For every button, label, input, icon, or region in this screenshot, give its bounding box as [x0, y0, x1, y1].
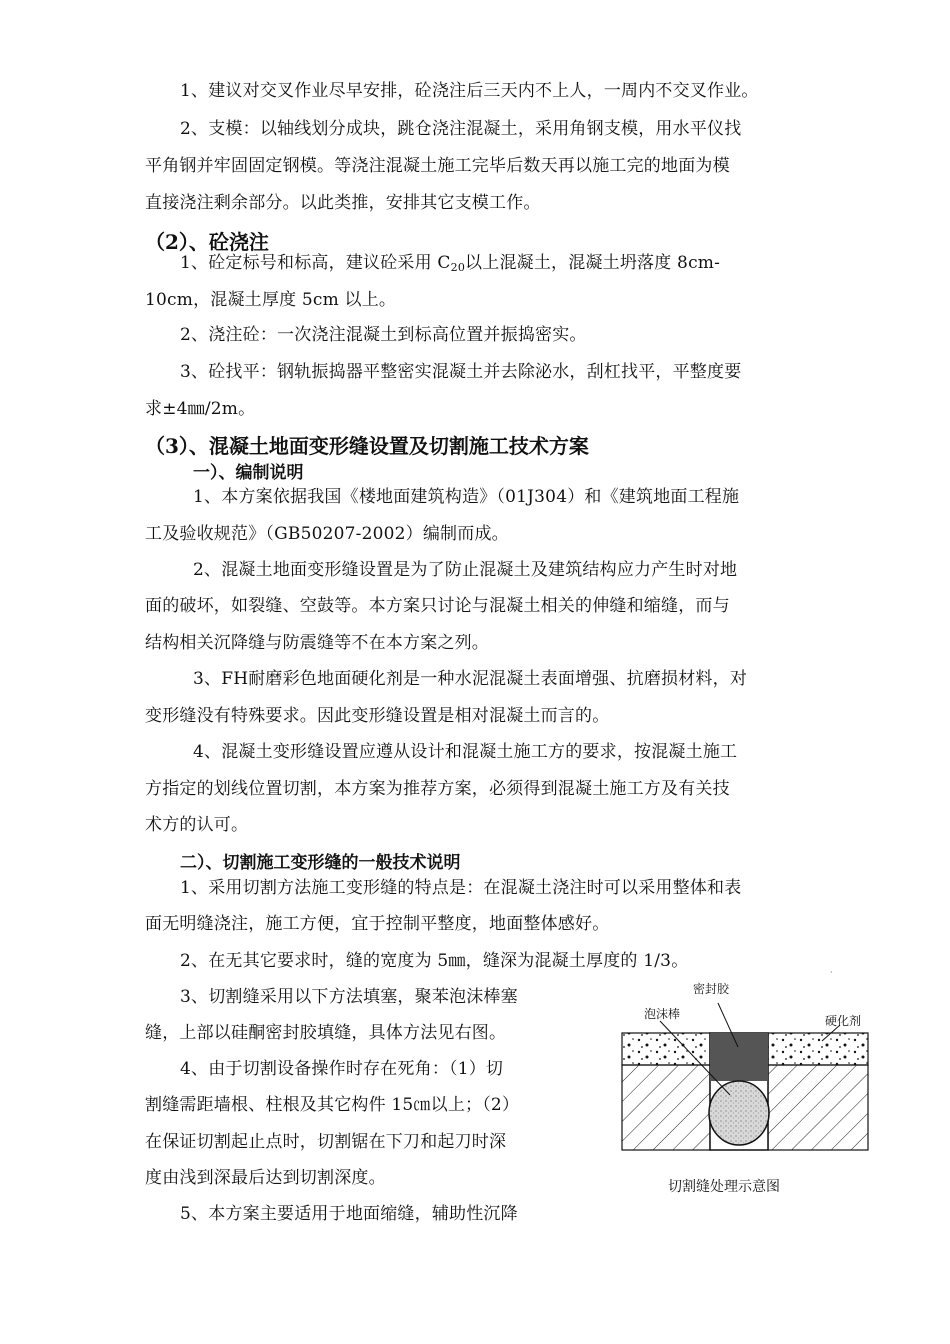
section-heading-pour: （2）、砼浇注 [145, 230, 269, 254]
paragraph-line: 变形缝没有特殊要求。因此变形缝设置是相对混凝土而言的。 [145, 706, 610, 726]
sealant-fill [710, 1033, 768, 1081]
paragraph-line: 缝，上部以硅酮密封胶填缝，具体方法见右图。 [145, 1023, 507, 1043]
paragraph-line: 10cm，混凝土厚度 5cm 以上。 [145, 290, 397, 310]
paragraph-line: 方指定的划线位置切割，本方案为推荐方案，必须得到混凝土施工方及有关技 [145, 779, 730, 799]
paragraph-line: 工及验收规范》（GB50207-2002）编制而成。 [145, 524, 509, 544]
text-part: 1、砼定标号和标高，建议砼采用 C [180, 253, 451, 273]
cut-joint-diagram [600, 965, 900, 1205]
paragraph-line: 1、采用切割方法施工变形缝的特点是：在混凝土浇注时可以采用整体和表 [180, 878, 742, 898]
paragraph-line: 2、混凝土地面变形缝设置是为了防止混凝土及建筑结构应力产生时对地 [193, 560, 738, 580]
paragraph-line: 面无明缝浇注，施工方便，宜于控制平整度，地面整体感好。 [145, 914, 610, 934]
paragraph-line: 4、由于切割设备操作时存在死角：（1）切 [180, 1059, 504, 1079]
subscript: 20 [450, 261, 466, 274]
paragraph-line: 1、建议对交叉作业尽早安排，砼浇注后三天内不上人，一周内不交叉作业。 [180, 81, 759, 101]
paragraph-line: 求±4㎜/2m。 [145, 399, 256, 419]
paragraph-line: 结构相关沉降缝与防震缝等不在本方案之列。 [145, 633, 489, 653]
paragraph-line: 3、砼找平：钢轨振捣器平整密实混凝土并去除泌水，刮杠找平，平整度要 [180, 362, 742, 382]
paragraph-line [180, 252, 720, 279]
paragraph-line: 5、本方案主要适用于地面缩缝，辅助性沉降 [180, 1204, 518, 1224]
paragraph-line: 3、FH耐磨彩色地面硬化剂是一种水泥混凝土表面增强、抗磨损材料，对 [193, 669, 748, 689]
paragraph-line: 平角钢并牢固固定钢模。等浇注混凝土施工完毕后数天再以施工完的地面为模 [145, 156, 730, 176]
svg-text:·: · [830, 968, 833, 977]
concrete-left [622, 1065, 710, 1150]
paragraph-line: 2、浇注砼：一次浇注混凝土到标高位置并振捣密实。 [180, 325, 587, 345]
paragraph-line: 直接浇注剩余部分。以此类推，安排其它支模工作。 [145, 193, 541, 213]
paragraph-line: 度由浅到深最后达到切割深度。 [145, 1168, 386, 1188]
paragraph-line: 面的破坏，如裂缝、空鼓等。本方案只讨论与混凝土相关的伸缝和缩缝，而与 [145, 596, 730, 616]
hardener-layer-right [768, 1033, 868, 1065]
paragraph-line: 2、在无其它要求时，缝的宽度为 5㎜，缝深为混凝土厚度的 1/3。 [180, 951, 689, 971]
paragraph-line: 3、切割缝采用以下方法填塞，聚苯泡沫棒塞 [180, 987, 518, 1007]
subsection-heading: 二）、切割施工变形缝的一般技术说明 [180, 853, 461, 873]
label-sealant: 密封胶 [693, 982, 730, 996]
label-hardener: 硬化剂 [825, 1014, 862, 1028]
paragraph-line: 4、混凝土变形缝设置应遵从设计和混凝土施工方的要求，按混凝土施工 [193, 742, 738, 762]
paragraph-line: 1、本方案依据我国《楼地面建筑构造》（01J304）和《建筑地面工程施 [193, 487, 740, 507]
section-heading-joint: （3）、混凝土地面变形缝设置及切割施工技术方案 [145, 434, 589, 458]
foam-rod [709, 1081, 769, 1145]
paragraph-line: 割缝需距墙根、柱根及其它构件 15㎝以上；（2） [145, 1095, 520, 1115]
label-foam-rod: 泡沫棒 [644, 1007, 681, 1021]
paragraph-line: 术方的认可。 [145, 815, 249, 835]
figure-caption: 切割缝处理示意图 [668, 1179, 780, 1195]
concrete-right [768, 1065, 868, 1150]
text-part: 以上混凝土，混凝土坍落度 8cm- [465, 253, 721, 273]
cut-joint-figure [600, 965, 900, 1205]
paragraph-line: 在保证切割起止点时，切割锯在下刀和起刀时深 [145, 1132, 507, 1152]
subsection-heading: 一）、编制说明 [193, 463, 304, 483]
paragraph-line: 2、支模：以轴线划分成块，跳仓浇注混凝土，采用角钢支模，用水平仪找 [180, 119, 742, 139]
